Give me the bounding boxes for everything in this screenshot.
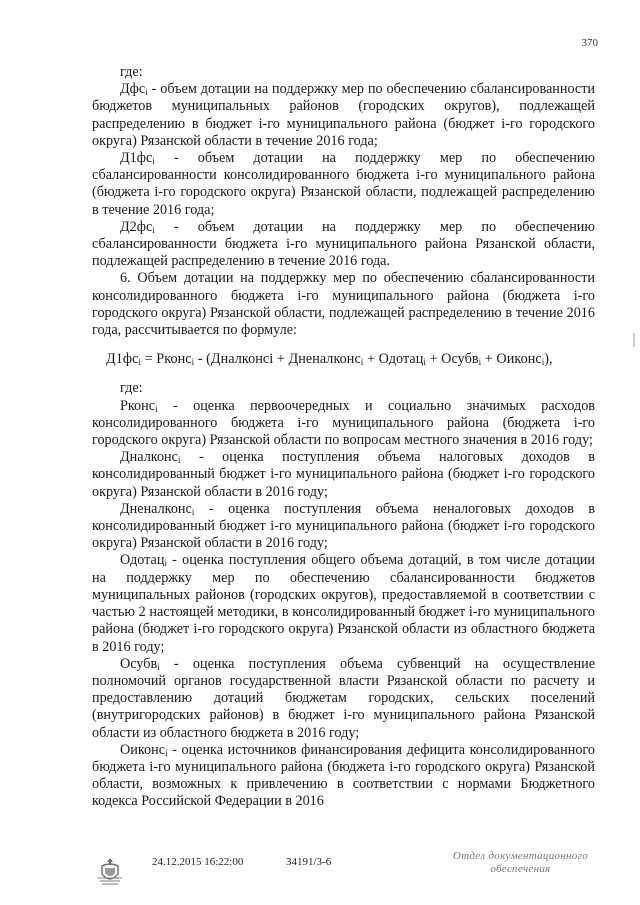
definition-dnalkons [92,449,595,501]
spacer [92,339,595,351]
document-body [92,64,595,811]
subscript-i: i [157,661,160,672]
subscript-i: i [138,357,142,368]
subscript-i: i [145,87,148,98]
term-rkons-suffix: с [148,397,156,414]
definition-text: - объем дотации на поддержку мер по обеспечению сбалансированности бюджетов муниципальных районов (городских округов), подлежащей распределению в бюджет i-го муниципального района (бюджет i-го городского округа) Рязанской области в течение 2016 года; [92,81,595,149]
definition-dfs [92,81,595,150]
term-osubv: Осубв [120,655,158,672]
footer-org-line-1: Отдел документационного [452,850,588,862]
term-d2fs: Д2фс [120,218,153,235]
footer-document-number: 34191/3-6 [286,856,332,868]
formula-term-dnenalkons: + Дненалконс [273,351,361,368]
subscript-i: i [177,455,181,466]
definition-text: - оценка поступления объема субвенций на осуществление полномочий органов государственной власти Рязанской области по расчету и предоставлению дотаций бюджетам городских, сельских поселений (внутригородских районов) в бюджет i-го муниципального района Рязанской области из областного бюджета в 2016 году; [92,655,595,741]
paragraph-where: где: [120,64,143,80]
subscript-i: i [155,403,158,414]
coat-of-arms-icon [94,856,126,886]
subscript-i: i [164,558,167,569]
subscript-i: i [152,156,155,167]
definition-rkons [92,398,595,450]
footer-organization [453,850,588,876]
footer-org-line-2: обеспечения [490,863,551,875]
term-dfs: Дфс [120,81,146,98]
formula-term-osubv: + Осубв [425,351,479,368]
term-odotac: Одотац [120,552,165,569]
spacer [92,368,595,380]
formula-close: ), [544,351,553,368]
definition-text: - объем дотации на поддержку мер по обеспечению сбалансированности бюджета i-го муниципального района Рязанской области, подлежащей распределению в течение 2016 года. [92,218,595,270]
page-footer [0,848,640,888]
subscript-i: i [165,747,168,758]
subscript-i: i [478,357,482,368]
definition-dnenalkons [92,501,595,553]
definition-osubv [92,656,595,742]
formula-term-d1fs: Д1фс [106,351,139,368]
definition-odotac [92,552,595,655]
formula-term-rkon: = Ркон [141,351,186,368]
definition-oikons [92,742,595,811]
term-rkons: Ркон [120,397,149,414]
definition-text: - оценка поступления общего объема дотаций, в том числе дотации на поддержку мер по обеспечению сбалансированности бюджетов муниципальных районов (городских округов), предоставляемой в соответствии с частью 2 настоящей методики, в консолидированный бюджет i-го муниципального района (бюджет i-го городского округа) Рязанской области из областного бюджета в 2016 году; [92,552,595,655]
subscript-i: i [360,357,364,368]
definition-text: - оценка источников финансирования дефицита консолидированного бюджета i-го муниципального района (бюджета i-го городского округа) Рязанской области, возможных к привлечению в соответствии с нормами Бюджетного кодекса Российской Федерации в 2016 [92,741,595,810]
subscript-i: i [541,357,545,368]
subscript-i: i [152,224,155,235]
footer-datetime: 24.12.2015 16:22:00 [152,856,244,868]
subscript-i: i [423,357,426,368]
scan-artifact [633,333,635,347]
paragraph-where-2: где: [120,380,143,397]
formula [92,351,595,368]
paragraph-section-6: 6. Объем дотации на поддержку мер по обеспечению сбалансированности консолидированного бюджета i-го муниципального района (бюджета i-го городского округа) Рязанской области, подлежащей распределению в течение 2016 года, рассчитывается по формуле: [92,270,595,339]
subscript-i: i [191,357,195,368]
formula-term-dnalkons: - (Дналконс [194,351,270,368]
subscript-i: i [191,506,195,517]
term-dnenalkons: Дненалконс [120,500,192,517]
formula-dnal-i: i [269,351,274,368]
formula-term-odotac: + Одотац [363,351,424,368]
definition-text: - оценка поступления объема неналоговых доходов в консолидированный бюджет i-го муниципального района (бюджет i-го городского округа) Рязанской области в 2016 году; [92,500,595,552]
definition-d1fs [92,150,595,219]
term-d1fs: Д1фс [120,150,153,167]
term-oikons: Оиконс [120,741,165,758]
definition-text: - оценка первоочередных и социально значимых расходов консолидированного бюджета i-го муниципального района (бюджета i-го городского округа) Рязанской области по вопросам местного значения в 2016 году; [92,397,595,449]
page-number: 370 [581,37,598,49]
definition-text: - объем дотации на поддержку мер по обеспечению сбалансированности консолидированного бюджета i-го муниципального района (бюджета i-го городского округа) Рязанской области, подлежащей распределению в течение 2016 года; [92,150,595,218]
formula-rkon-suffix: с [185,351,192,368]
definition-text: - оценка поступления объема налоговых доходов в консолидированный бюджет i-го муниципального района (бюджет i-го городского округа) Рязанской области в 2016 году; [92,449,595,500]
formula-term-oikons: + Оиконс [481,351,542,368]
definition-d2fs [92,219,595,271]
term-dnalkons: Дналконс [120,449,178,466]
